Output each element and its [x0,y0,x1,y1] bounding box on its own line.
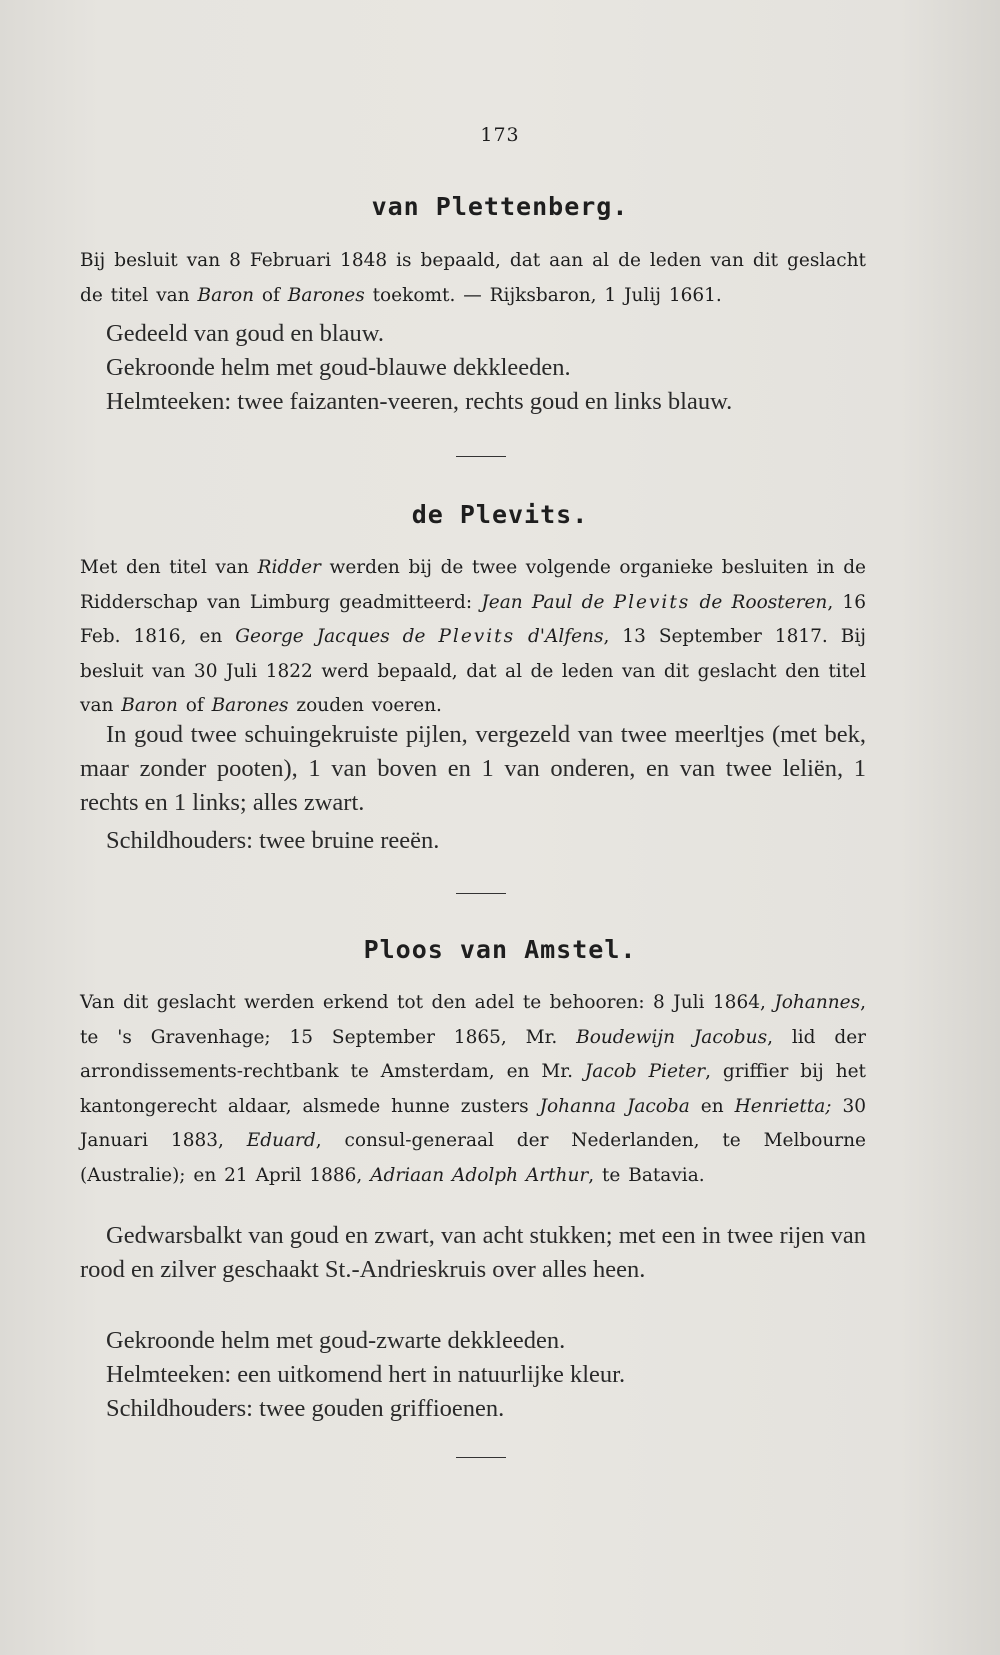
blazon-line: Helmteeken: twee faizanten-veeren, rechts goud en links blauw. [106,388,733,415]
blazon-lines-plevits [80,824,866,858]
italic-text: Adriaan Adolph Arthur [370,1164,589,1186]
italic-text: Jacob Pieter [584,1061,706,1082]
blazon-line: Helmteeken: een uitkomend hert in natuurlijke kleur. [106,1361,626,1388]
italic-text: Henrietta; [734,1095,832,1117]
italic-text: Eduard [246,1130,316,1151]
blazon-line: Schildhouders: twee gouden griffioenen. [106,1395,505,1422]
italic-text: Baron [121,695,178,716]
section-divider [456,456,506,457]
italic-text: George Jacques de [235,626,439,647]
blazon-line: Gekroonde helm met goud-blauwe dekkleeden. [106,354,571,381]
italic-text: Barones [211,695,289,716]
italic-text: Barones [287,284,365,306]
italic-text: Plevits [438,626,516,647]
page-number: 173 [480,124,520,146]
section-heading-plettenberg: van Plettenberg. [371,192,629,221]
italic-text: Plevits [613,591,691,613]
section-heading-plevits: de Plevits. [411,500,589,529]
section-heading-ploos-van-amstel: Ploos van Amstel. [363,935,637,964]
italic-text: Jean Paul de [481,591,614,613]
blazon-lines-plettenberg [80,317,866,419]
italic-text: Baron [197,284,255,306]
italic-text: Johanna Jacoba [539,1095,690,1117]
section-divider [456,893,506,894]
blazon-line: Schildhouders: twee bruine reeën. [106,827,440,854]
italic-text: Johannes [774,992,861,1013]
blazon-paragraph-plevits: In goud twee schuingekruiste pijlen, vergezeld van twee meerltjes (met bek, maar zonder pooten), 1 van boven en 1 van onderen, en van twee leliën, 1 rechts en 1 links; alles zwart. [80,721,866,816]
intro-paragraph-ploos-van-amstel: Van dit geslacht werden erkend tot den adel te behooren: 8 Juli 1864, Johannes, te 's Gravenhage; 15 September 1865, Mr. Boudewijn Jacobus, lid der arrondissements-rechtbank te Amsterdam, en Mr. Jacob Pieter, griffier bij het kantongerecht aldaar, alsmede hunne zusters Johanna Jacoba en Henrietta; 30 Januari 1883, Eduard, consul-generaal der Nederlanden, te Melbourne (Australie); en 21 April 1886, Adriaan Adolph Arthur, te Batavia. [80,992,867,1186]
italic-text: Ridder [257,557,321,578]
intro-paragraph-plevits: Met den titel van Ridder werden bij de twee volgende organieke besluiten in de Ridderschap van Limburg geadmitteerd: Jean Paul de Plevits de Roosteren, 16 Feb. 1816, en George Jacques de Plevits d'Alfens, 13 September 1817. Bij besluit van 30 Juli 1822 werd bepaald, dat al de leden van dit geslacht den titel van Baron of Barones zouden voeren. [80,557,866,716]
blazon-lines-ploos-van-amstel [80,1324,866,1426]
blazon-paragraph-ploos-van-amstel: Gedwarsbalkt van goud en zwart, van acht stukken; met een in twee rijen van rood en zilver geschaakt St.-Andrieskruis over alles heen. [80,1222,866,1283]
intro-paragraph-plettenberg: Bij besluit van 8 Februari 1848 is bepaald, dat aan al de leden van dit geslacht de titel van Baron of Barones toekomt. — Rijksbaron, 1 Julij 1661. [80,250,866,306]
section-divider [456,1457,506,1458]
italic-text: Boudewijn Jacobus [576,1026,768,1048]
blazon-line: Gedeeld van goud en blauw. [106,320,385,347]
blazon-line: Gekroonde helm met goud-zwarte dekkleeden. [106,1327,566,1354]
italic-text: de Roosteren [690,591,828,613]
italic-text: d'Alfens [515,626,604,647]
